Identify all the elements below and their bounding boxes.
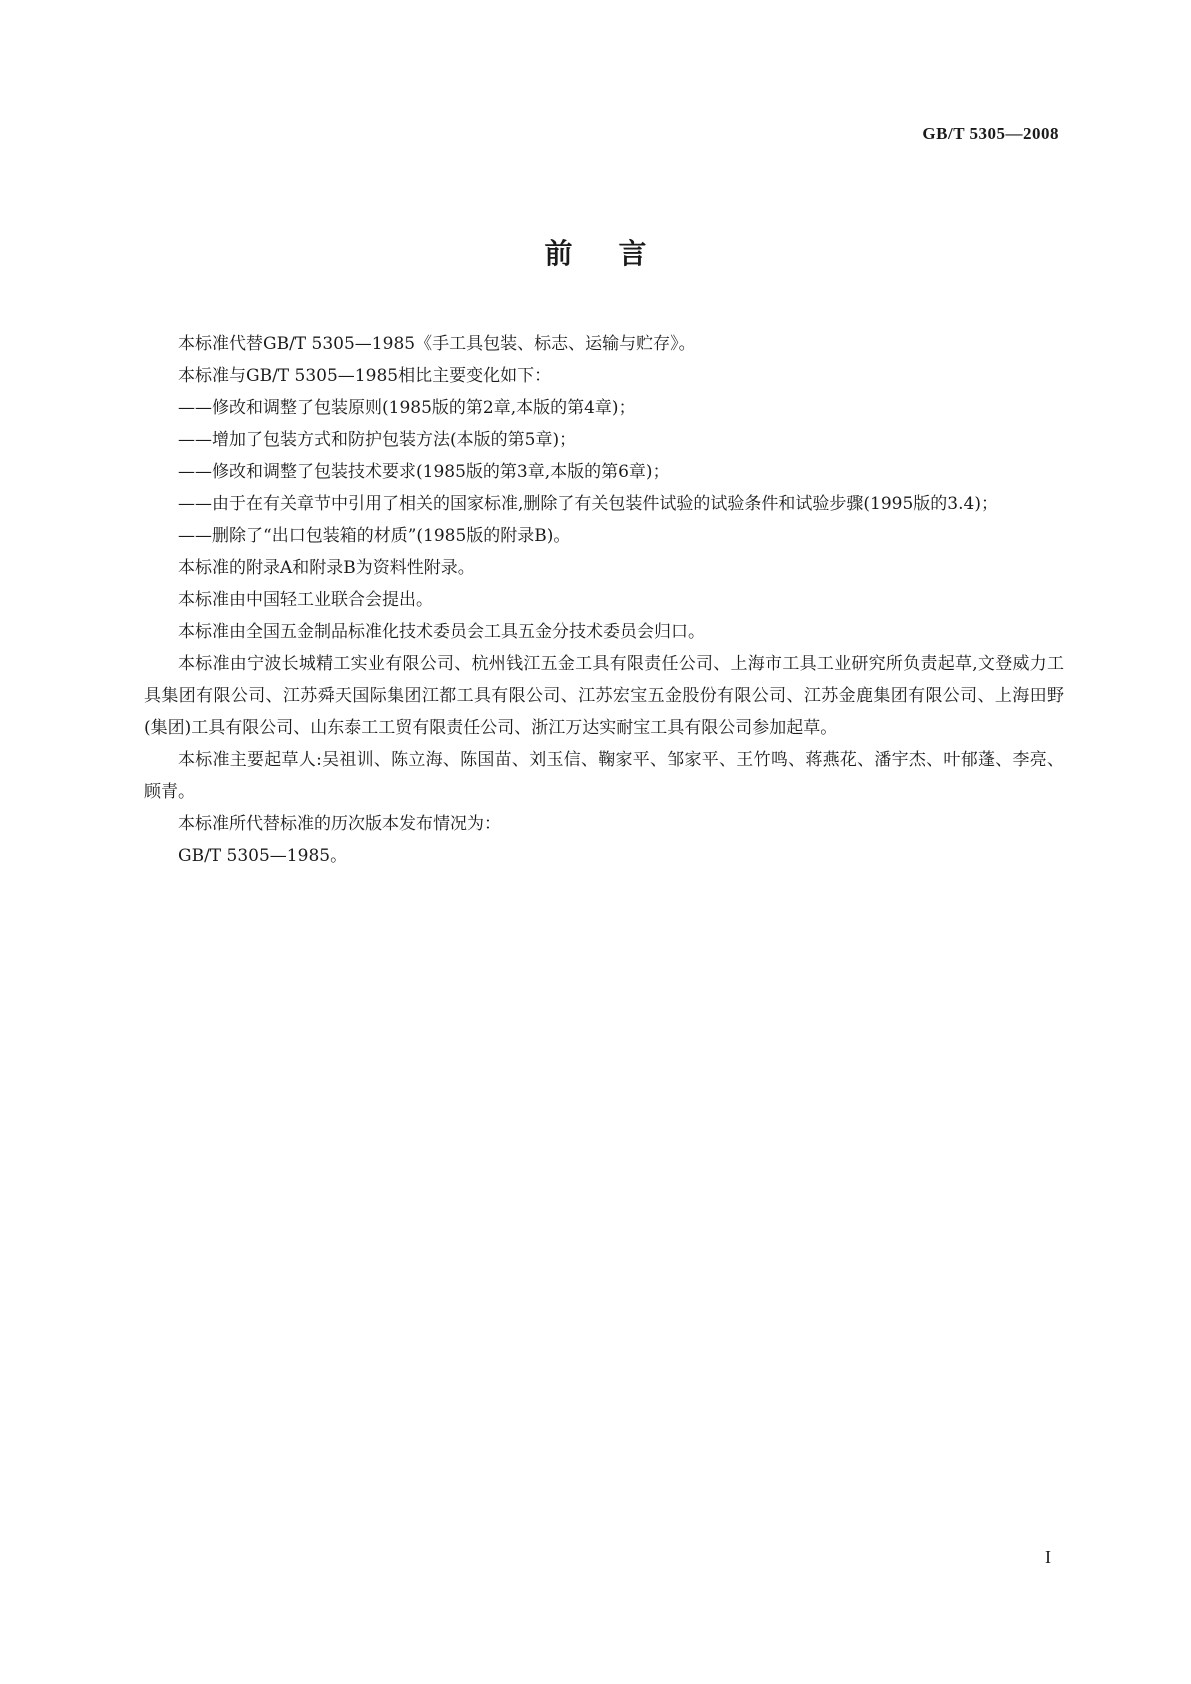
paragraph-changes-intro: 本标准与GB/T 5305—1985相比主要变化如下： [178,366,552,386]
paragraph-drafting-units: 本标准由宁波长城精工实业有限公司、杭州钱江五金工具有限责任公司、上海市工具工业研究所负责起草,文登威力工具集团有限公司、江苏舜天国际集团江都工具有限公司、江苏宏宝五金股份有限公司、江苏金鹿集团有限公司、上海田野(集团)工具有限公司、山东泰工工贸有限责任公司、浙江万达实耐宝工具有限公司参加起草。 [144,654,1064,738]
paragraph-drafters: 本标准主要起草人:吴祖训、陈立海、陈国苗、刘玉信、鞠家平、邹家平、王竹鸣、蒋燕花、潘宇杰、叶郁蓬、李亮、顾青。 [144,750,1064,802]
page-number: I [1045,1547,1051,1567]
paragraph-annexes: 本标准的附录A和附录B为资料性附录。 [178,558,475,578]
paragraph-replaces: 本标准代替GB/T 5305—1985《手工具包装、标志、运输与贮存》。 [178,334,696,354]
foreword-body [144,328,1064,872]
paragraph-proposer: 本标准由中国轻工业联合会提出。 [178,590,433,610]
change-item-packaging-principles: ——修改和调整了包装原则(1985版的第2章,本版的第4章)； [178,398,636,418]
document-code-header: GB/T 5305—2008 [922,124,1059,143]
paragraph-committee: 本标准由全国五金制品标准化技术委员会工具五金分技术委员会归口。 [178,622,705,642]
change-item-packaging-methods: ——增加了包装方式和防护包装方法(本版的第5章)； [178,430,577,450]
change-item-technical-requirements: ——修改和调整了包装技术要求(1985版的第3章,本版的第6章)； [178,462,670,482]
change-item-test-deletion: ——由于在有关章节中引用了相关的国家标准,删除了有关包装件试验的试验条件和试验步骤(1995版的3.4)； [178,494,998,514]
paragraph-history-item: GB/T 5305—1985。 [178,846,348,866]
paragraph-history-intro: 本标准所代替标准的历次版本发布情况为： [178,814,501,834]
page-title: 前言 [544,237,693,270]
change-item-annex-b-deletion: ——删除了“出口包装箱的材质”(1985版的附录B)。 [178,526,571,546]
